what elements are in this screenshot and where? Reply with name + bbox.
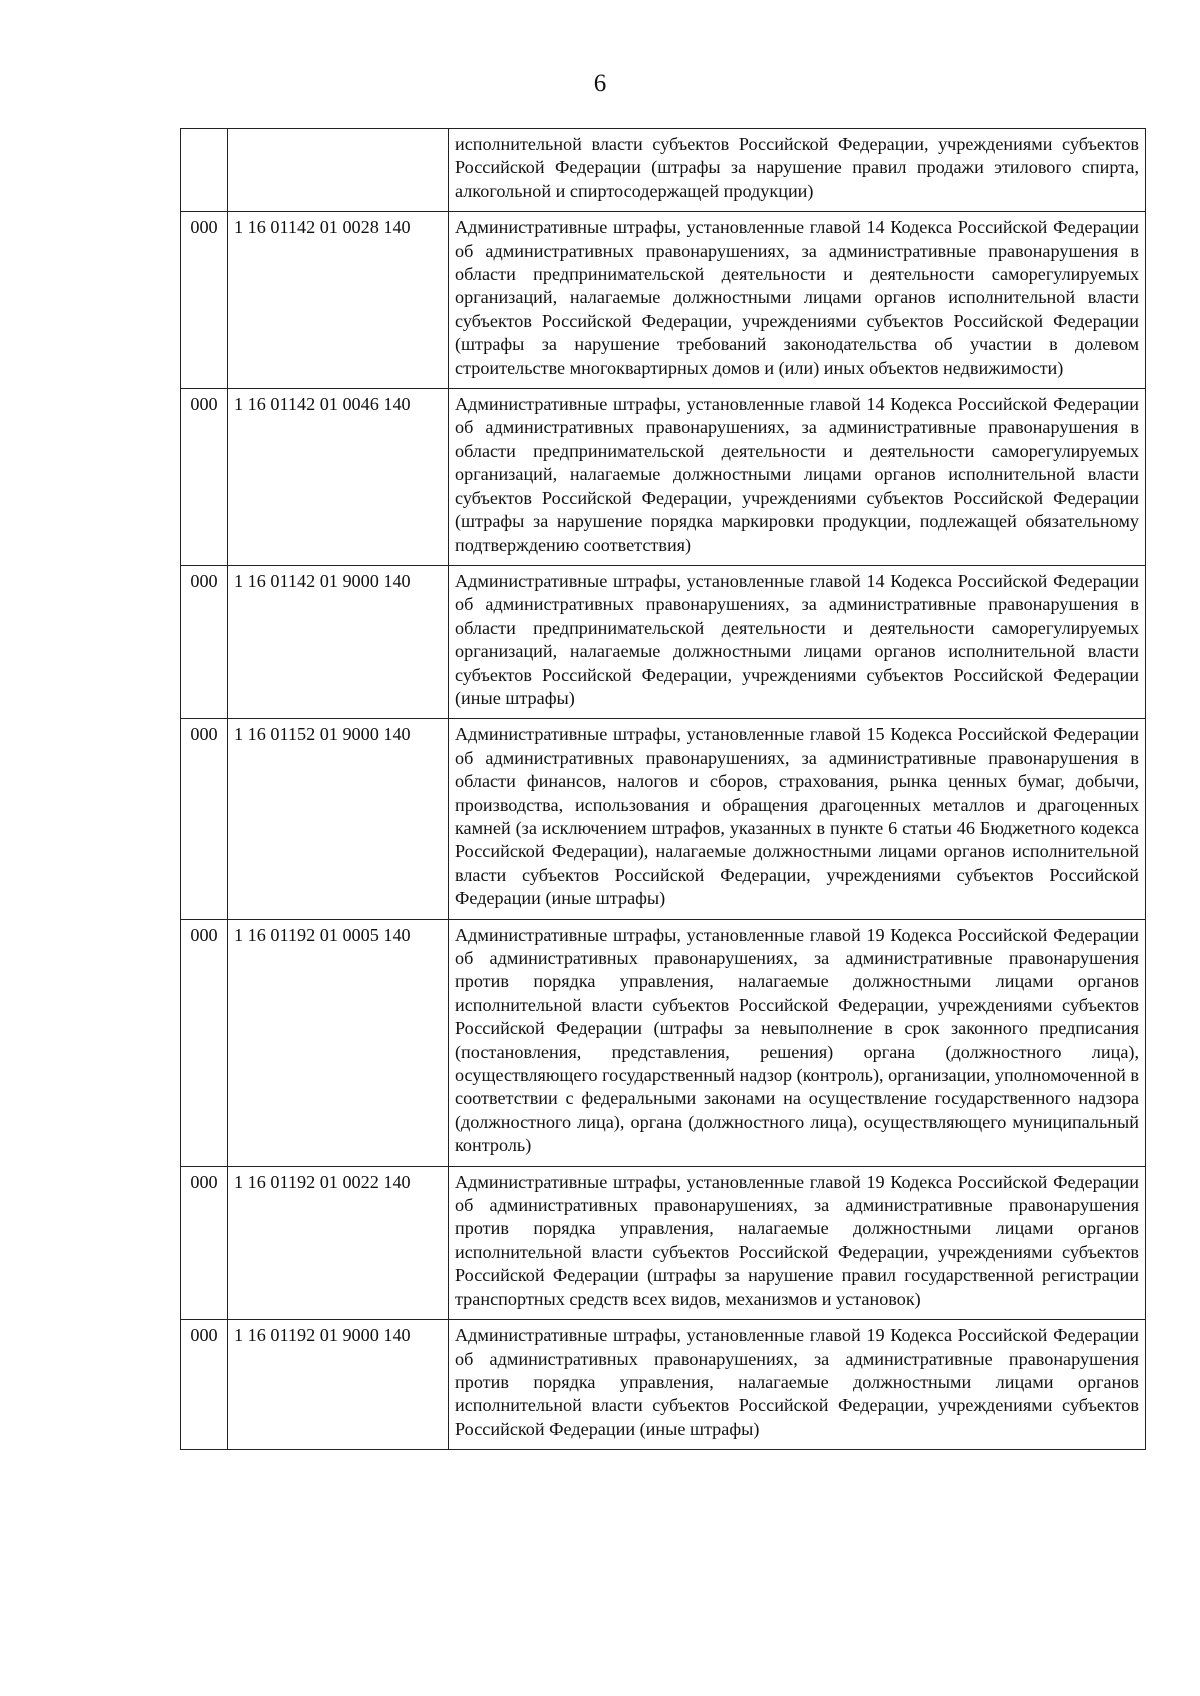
table-row	[181, 919, 1146, 1166]
table-row	[181, 129, 1146, 212]
table-body	[181, 129, 1146, 1450]
classification-code-cell: 1 16 01152 01 9000 140	[228, 719, 449, 919]
description-cell: Административные штрафы, установленные главой 19 Кодекса Российской Федерации об административных правонарушениях, за административные правонарушения против порядка управления, налагаемые должностными лицами органов исполнительной власти субъектов Российской Федерации, учреждениями субъектов Российской Федерации (штрафы за невыполнение в срок законного предписания (постановления, представления, решения) органа (должностного лица), осуществляющего государственный надзор (контроль), организации, уполномоченной в соответствии с федеральными законами на осуществление государственного надзора (должностного лица), органа (должностного лица), осуществляющего муниципальный контроль)	[449, 919, 1146, 1166]
classification-code-cell: 1 16 01142 01 9000 140	[228, 565, 449, 718]
admin-code-cell: 000	[181, 1320, 228, 1450]
table-row	[181, 1166, 1146, 1319]
classification-code-cell: 1 16 01192 01 0005 140	[228, 919, 449, 1166]
admin-code-cell	[181, 129, 228, 212]
description-cell: Административные штрафы, установленные главой 19 Кодекса Российской Федерации об административных правонарушениях, за административные правонарушения против порядка управления, налагаемые должностными лицами органов исполнительной власти субъектов Российской Федерации, учреждениями субъектов Российской Федерации (штрафы за нарушение правил государственной регистрации транспортных средств всех видов, механизмов и установок)	[449, 1166, 1146, 1319]
admin-code-cell: 000	[181, 1166, 228, 1319]
description-cell: Административные штрафы, установленные главой 19 Кодекса Российской Федерации об административных правонарушениях, за административные правонарушения против порядка управления, налагаемые должностными лицами органов исполнительной власти субъектов Российской Федерации, учреждениями субъектов Российской Федерации (иные штрафы)	[449, 1320, 1146, 1450]
description-cell: исполнительной власти субъектов Российской Федерации, учреждениями субъектов Российской Федерации (штрафы за нарушение правил продажи этилового спирта, алкогольной и спиртосодержащей продукции)	[449, 129, 1146, 212]
table-row	[181, 212, 1146, 389]
admin-code-cell: 000	[181, 389, 228, 566]
description-cell: Административные штрафы, установленные главой 14 Кодекса Российской Федерации об административных правонарушениях, за административные правонарушения в области предпринимательской деятельности и деятельности саморегулируемых организаций, налагаемые должностными лицами органов исполнительной власти субъектов Российской Федерации, учреждениями субъектов Российской Федерации (иные штрафы)	[449, 565, 1146, 718]
classification-code-cell: 1 16 01142 01 0028 140	[228, 212, 449, 389]
admin-code-cell: 000	[181, 919, 228, 1166]
classification-code-cell: 1 16 01192 01 9000 140	[228, 1320, 449, 1450]
table-row	[181, 389, 1146, 566]
admin-code-cell: 000	[181, 565, 228, 718]
description-cell: Административные штрафы, установленные главой 14 Кодекса Российской Федерации об административных правонарушениях, за административные правонарушения в области предпринимательской деятельности и деятельности саморегулируемых организаций, налагаемые должностными лицами органов исполнительной власти субъектов Российской Федерации, учреждениями субъектов Российской Федерации (штрафы за нарушение порядка маркировки продукции, подлежащей обязательному подтверждению соответствия)	[449, 389, 1146, 566]
classification-code-cell	[228, 129, 449, 212]
description-cell: Административные штрафы, установленные главой 15 Кодекса Российской Федерации об административных правонарушениях, за административные правонарушения в области финансов, налогов и сборов, страхования, рынка ценных бумаг, добычи, производства, использования и обращения драгоценных металлов и драгоценных камней (за исключением штрафов, указанных в пункте 6 статьи 46 Бюджетного кодекса Российской Федерации), налагаемые должностными лицами органов исполнительной власти субъектов Российской Федерации, учреждениями субъектов Российской Федерации (иные штрафы)	[449, 719, 1146, 919]
table-row	[181, 719, 1146, 919]
budget-classification-table	[180, 128, 1146, 1450]
admin-code-cell: 000	[181, 212, 228, 389]
table-row	[181, 1320, 1146, 1450]
classification-code-cell: 1 16 01192 01 0022 140	[228, 1166, 449, 1319]
classification-code-cell: 1 16 01142 01 0046 140	[228, 389, 449, 566]
admin-code-cell: 000	[181, 719, 228, 919]
table-row	[181, 565, 1146, 718]
page-number: 6	[593, 70, 607, 97]
description-cell: Административные штрафы, установленные главой 14 Кодекса Российской Федерации об административных правонарушениях, за административные правонарушения в области предпринимательской деятельности и деятельности саморегулируемых организаций, налагаемые должностными лицами органов исполнительной власти субъектов Российской Федерации, учреждениями субъектов Российской Федерации (штрафы за нарушение требований законодательства об участии в долевом строительстве многоквартирных домов и (или) иных объектов недвижимости)	[449, 212, 1146, 389]
